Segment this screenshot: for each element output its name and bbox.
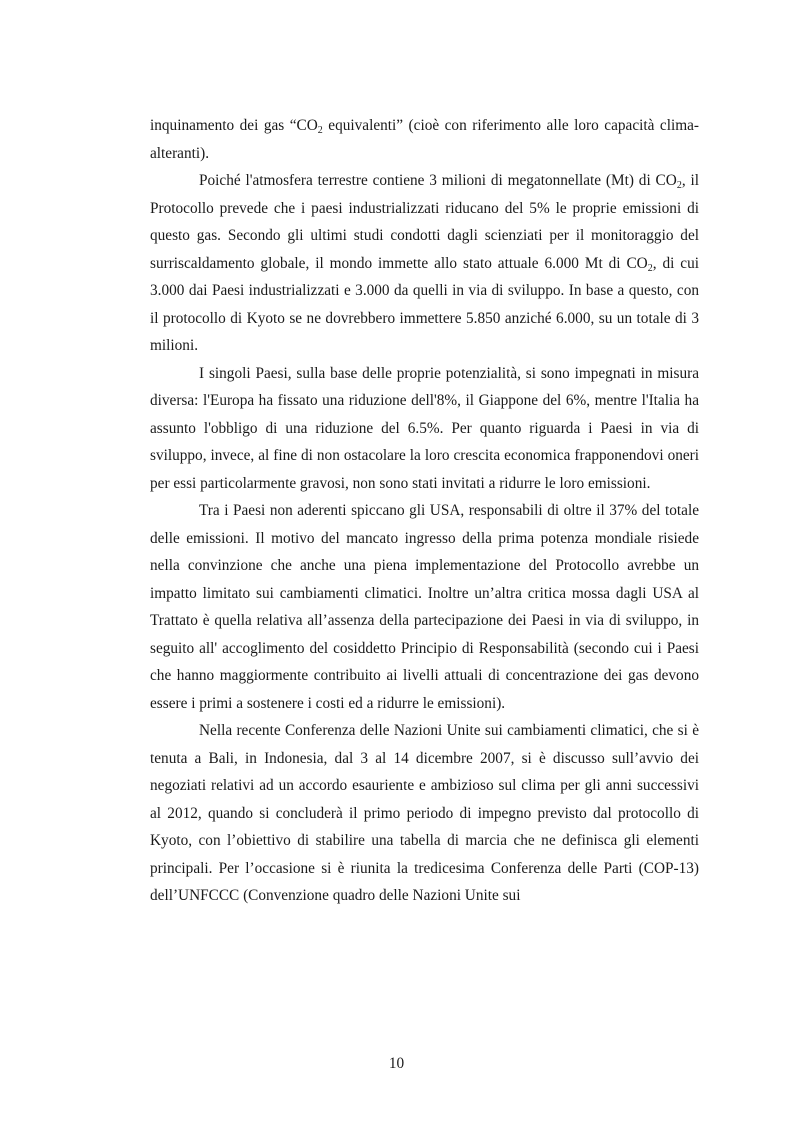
page-number: 10 [388,1055,405,1072]
subscript: 2 [317,125,323,136]
paragraph-3: I singoli Paesi, sulla base delle proprie potenzialità, si sono impegnati in misura diversa: l'Europa ha fissato una riduzione dell'8%, il Giappone del 6%, mentre l'Italia ha assunto l'obbligo di una riduzione del 6.5%. Per quanto riguarda i Paesi in via di sviluppo, invece, al fine di non ostacolare la loro crescita economica frapponendovi oneri per essi particolarmente gravosi, non sono stati invitati a ridurre le loro emissioni. [150,364,699,492]
text-span: inquinamento dei gas “CO [150,117,318,134]
subscript: 2 [647,262,653,274]
subscript: 2 [676,180,682,191]
paragraph-5: Nella recente Conferenza delle Nazioni Unite sui cambiamenti climatici, che si è tenuta a Bali, in Indonesia, dal 3 al 14 dicembre 2007, si è discusso sull’avvio dei negoziati relativi ad un accordo esauriente e ambizioso sul clima per gli anni successivi al 2012, quando si concluderà il primo periodo di impegno previsto dal protocollo di Kyoto, con l’obiettivo di stabilire una tabella di marcia che ne definisca gli elementi principali. Per l’occasione si è riunita la tredicesima Conferenza delle Parti (COP-13) dell’UNFCCC (Convenzione quadro delle Nazioni Unite sui [150,722,699,904]
text-span: , di cui 3.000 dai Paesi industrializzati e 3.000 da quelli in via di sviluppo. In base a questo, con il protocollo di Kyoto se ne dovrebbero immettere 5.850 anziché 6.000, su un totale di 3 milioni. [150,254,699,354]
text-span: , il Protocollo prevede che i paesi industrializzati riducano del 5% le proprie emissioni di questo gas. Secondo gli ultimi studi condotti dagli scienziati per il monitoraggio del surriscaldamento globale, il mondo immette allo stato attuale 6.000 Mt di CO [150,172,699,272]
body-text [150,112,699,910]
paragraph-1 [150,112,699,167]
paragraph-2 [150,167,699,360]
text-span: equivalenti” (cioè con riferimento alle loro capacità clima-alteranti). [150,117,699,162]
paragraph-4: Tra i Paesi non aderenti spiccano gli USA, responsabili di oltre il 37% del totale delle emissioni. Il motivo del mancato ingresso della prima potenza mondiale risiede nella convinzione che anche una piena implementazione del Protocollo avrebbe un impatto limitato sui cambiamenti climatici. Inoltre un’altra critica mossa dagli USA al Trattato è quella relativa all’assenza della partecipazione dei Paesi in via di sviluppo, in seguito all' accoglimento del cosiddetto Principio di Responsabilità (secondo cui i Paesi che hanno maggiormente contribuito ai livelli attuali di concentrazione dei gas devono essere i primi a sostenere i costi ed a ridurre le emissioni). [150,502,699,712]
text-span: Poiché l'atmosfera terrestre contiene 3 milioni di megatonnellate (Mt) di CO [199,172,677,189]
